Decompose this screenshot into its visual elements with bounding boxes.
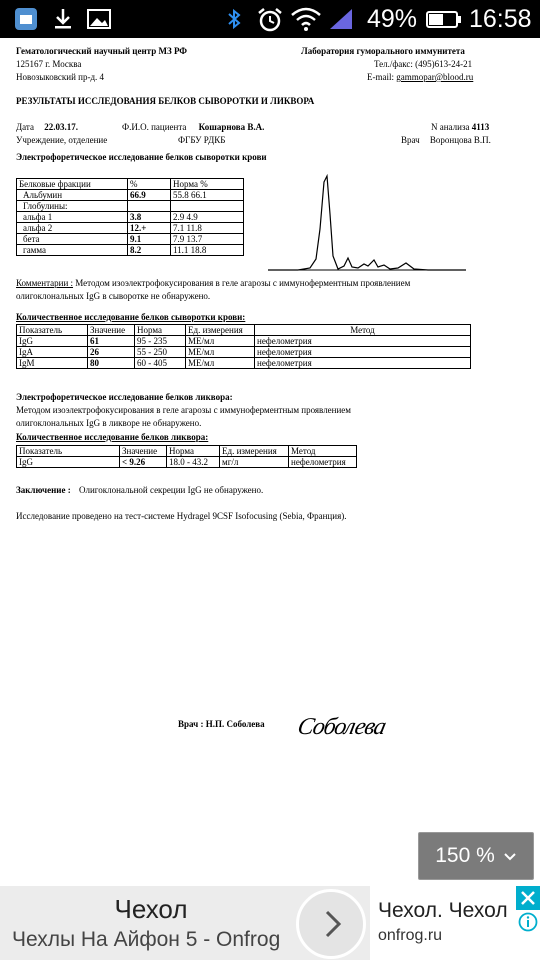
param-unit: МЕ/мл: [186, 336, 255, 347]
param-method: нефелометрия: [289, 457, 357, 468]
status-bar: [0, 0, 540, 38]
param-norm: 60 - 405: [135, 358, 186, 369]
param-name: IgG: [17, 457, 120, 468]
comment-label: Комментарии :: [16, 278, 74, 288]
table-row: [17, 190, 244, 201]
quant-serum-title: Количественное исследование белков сыворотки крови:: [16, 312, 246, 322]
serum-quant-table: [16, 324, 471, 369]
ad-info-icon[interactable]: [518, 912, 538, 937]
header-cell: Норма %: [171, 179, 244, 190]
table-row: [17, 457, 357, 468]
gallery-icon: [87, 7, 111, 36]
battery-icon: [426, 7, 462, 36]
header-cell: %: [128, 179, 171, 190]
fraction-name: гамма: [17, 245, 128, 256]
zoom-dropdown[interactable]: [418, 832, 534, 880]
param-unit: мг/л: [220, 457, 289, 468]
header-cell: Значение: [120, 446, 167, 457]
header-cell: Белковые фракции: [17, 179, 128, 190]
liquor-quant-title: Количественное исследование белков ликвора:: [16, 432, 209, 442]
liquor-title: Электрофоретическое исследование белков ликвора:: [16, 392, 233, 402]
header-cell: Ед. измерения: [186, 325, 255, 336]
document-page[interactable]: [0, 38, 540, 886]
battery-percent: 49%: [367, 5, 418, 33]
liquor-line2: олигоклональных IgG в ликворе не обнаружено.: [16, 418, 202, 428]
param-norm: 18.0 - 43.2: [167, 457, 220, 468]
param-method: нефелометрия: [255, 347, 471, 358]
wifi-icon: [290, 7, 322, 36]
chevron-right-icon: [299, 892, 363, 956]
address-line1: 125167 г. Москва: [16, 59, 82, 69]
header-cell: Метод: [255, 325, 471, 336]
table-header-row: [17, 179, 244, 190]
header-cell: Ед. измерения: [220, 446, 289, 457]
liquor-quant-table: [16, 445, 357, 468]
param-norm: 55 - 250: [135, 347, 186, 358]
fraction-name: альфа 2: [17, 223, 128, 234]
chevron-down-icon: [503, 844, 517, 868]
fraction-name: Глобулины:: [17, 201, 128, 212]
doctor-value: Воронцова В.П.: [429, 135, 491, 145]
signature-label: Врач : Н.П. Соболева: [178, 719, 265, 729]
date-label: Дата: [16, 122, 34, 132]
close-icon: [516, 886, 540, 910]
fraction-norm: 7.1 11.8: [171, 223, 244, 234]
fraction-norm: 7.9 13.7: [171, 234, 244, 245]
comment-line2: олигоклональных IgG в сыворотке не обнаружено.: [16, 291, 211, 301]
analysis-label: N анализа: [431, 122, 470, 132]
app-notification-icon: [14, 7, 38, 36]
electro-title: Электрофоретическое исследование белков сыворотки крови: [16, 152, 267, 162]
fractions-table: [16, 178, 244, 256]
fraction-name: альфа 1: [17, 212, 128, 223]
clock: 16:58: [469, 5, 532, 33]
ad-right-title[interactable]: Чехол. Чехол: [378, 899, 508, 922]
zoom-label: 150 %: [435, 844, 495, 867]
doctor-label: Врач: [401, 135, 420, 145]
doctor-row: [401, 135, 491, 146]
patient-value: Кошарнова В.А.: [198, 122, 265, 132]
fraction-norm: 11.1 18.8: [171, 245, 244, 256]
param-method: нефелометрия: [255, 358, 471, 369]
phone-line: Тел./факс: (495)613-24-21: [374, 59, 473, 69]
comment-line1: [16, 278, 410, 289]
param-value: 61: [88, 336, 135, 347]
table-row: [17, 347, 471, 358]
lab-name: Лаборатория гуморального иммунитета: [301, 46, 465, 56]
param-name: IgA: [17, 347, 88, 358]
footnote: Исследование проведено на тест-системе Hydragel 9CSF Isofocusing (Sebia, Франция).: [16, 511, 347, 521]
ad-right-panel[interactable]: [370, 886, 540, 960]
email-link[interactable]: gammopar@blood.ru: [396, 72, 474, 82]
signal-icon: [328, 7, 354, 36]
fraction-value: 3.8: [128, 212, 171, 223]
param-value: 26: [88, 347, 135, 358]
table-row: [17, 201, 244, 212]
date-row: [16, 122, 78, 133]
electrophoresis-curve: [268, 174, 468, 276]
fraction-name: бета: [17, 234, 128, 245]
fraction-norm: 2.9 4.9: [171, 212, 244, 223]
download-icon: [52, 7, 74, 36]
fraction-value: 8.2: [128, 245, 171, 256]
param-unit: МЕ/мл: [186, 358, 255, 369]
date-value: 22.03.17.: [44, 122, 78, 132]
table-row: [17, 212, 244, 223]
table-row: [17, 223, 244, 234]
fraction-value: 9.1: [128, 234, 171, 245]
param-value: 80: [88, 358, 135, 369]
ad-subtitle[interactable]: Чехлы На Айфон 5 - Onfrog: [12, 928, 281, 951]
analysis-row: [431, 122, 489, 133]
ad-right-url[interactable]: onfrog.ru: [378, 927, 443, 944]
conclusion-label: Заключение :: [16, 485, 71, 495]
email-label: E-mail:: [367, 72, 394, 82]
table-row: [17, 336, 471, 347]
fraction-value: 12.+: [128, 223, 171, 234]
param-norm: 95 - 235: [135, 336, 186, 347]
signature-scribble: Соболева: [295, 714, 388, 740]
liquor-line1: Методом изоэлектрофокусирования в геле агарозы с иммуноферментным проявлением: [16, 405, 351, 415]
email-line: [367, 72, 473, 83]
param-name: IgM: [17, 358, 88, 369]
comment-text: Методом изоэлектрофокусирования в геле агарозы с иммуноферментным проявлением: [75, 278, 411, 288]
ad-title[interactable]: Чехол: [114, 894, 188, 924]
ad-arrow-button[interactable]: [296, 889, 366, 959]
fraction-norm: 55.8 66.1: [171, 190, 244, 201]
ad-banner[interactable]: [0, 886, 540, 960]
address-line2: Новозыковский пр-д. 4: [16, 72, 105, 82]
patient-row: [122, 122, 264, 133]
table-header-row: [17, 325, 471, 336]
table-header-row: [17, 446, 357, 457]
fraction-value: 66.9: [128, 190, 171, 201]
param-name: IgG: [17, 336, 88, 347]
institution-value: ФГБУ РДКБ: [178, 135, 226, 145]
table-row: [17, 234, 244, 245]
param-value: < 9.26: [120, 457, 167, 468]
header-cell: Метод: [289, 446, 357, 457]
conclusion: [16, 485, 263, 496]
patient-label: Ф.И.О. пациента: [122, 122, 187, 132]
header-cell: Показатель: [17, 446, 120, 457]
header-cell: Показатель: [17, 325, 88, 336]
alarm-icon: [256, 7, 284, 38]
fraction-name: Альбумин: [17, 190, 128, 201]
ad-close-button[interactable]: [516, 886, 540, 910]
header-cell: Норма: [167, 446, 220, 457]
org-name: Гематологический научный центр МЗ РФ: [16, 46, 188, 56]
bluetooth-icon: [226, 7, 242, 36]
param-method: нефелометрия: [255, 336, 471, 347]
conclusion-text: Олигоклональной секреции IgG не обнаружено.: [78, 485, 264, 495]
analysis-value: 4113: [471, 122, 490, 132]
page-title: РЕЗУЛЬТАТЫ ИССЛЕДОВАНИЯ БЕЛКОВ СЫВОРОТКИ И ЛИКВОРА: [16, 96, 315, 106]
fraction-norm: [171, 201, 244, 212]
table-row: [17, 358, 471, 369]
header-cell: Норма: [135, 325, 186, 336]
param-unit: МЕ/мл: [186, 347, 255, 358]
table-row: [17, 245, 244, 256]
header-cell: Значение: [88, 325, 135, 336]
fraction-value: [128, 201, 171, 212]
institution-label: Учреждение, отделение: [16, 135, 108, 145]
